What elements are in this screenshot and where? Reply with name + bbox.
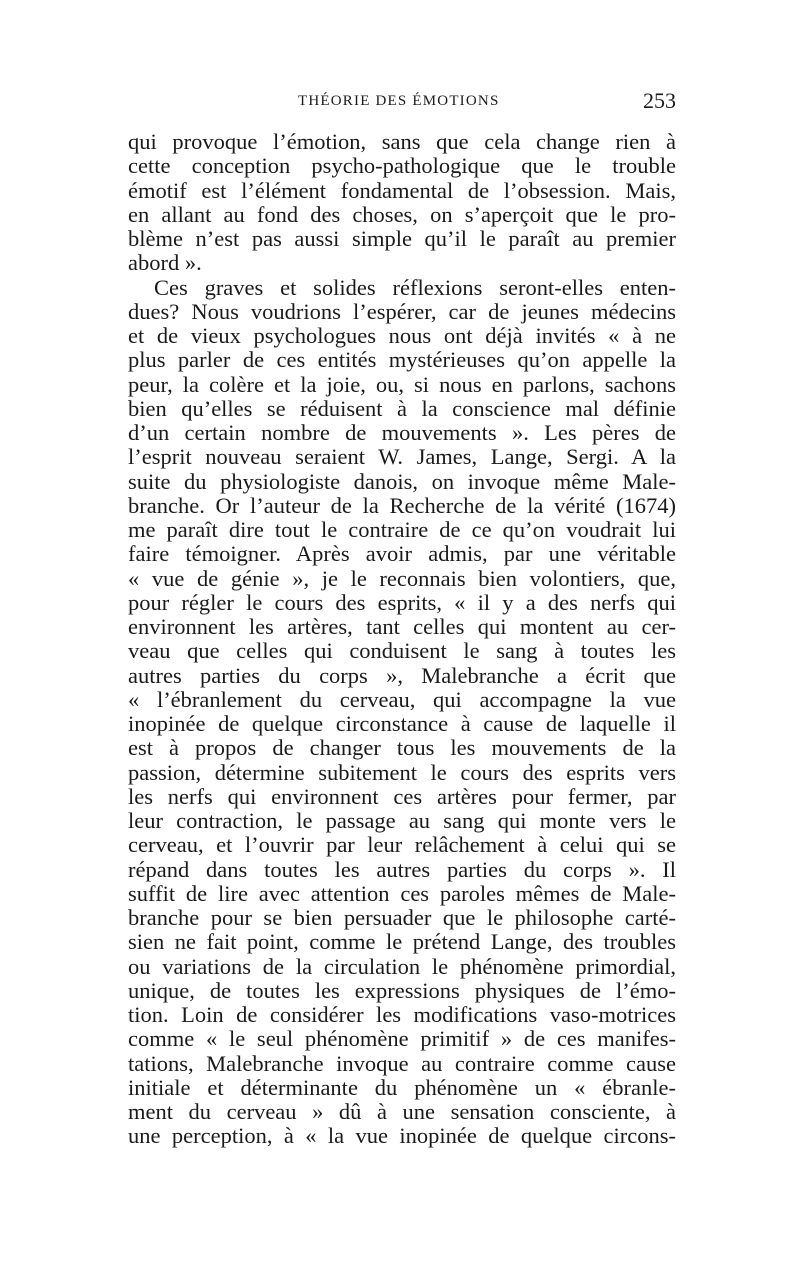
text-line: et de vieux psychologues nous ont déjà invités « à ne (128, 323, 676, 348)
text-line: tations, Malebranche invoque au contraire comme cause (128, 1050, 676, 1076)
text-line: leur contraction, le passage au sang qui monte vers le (128, 808, 676, 833)
text-line: environnent les artères, tant celles qui montent au cer- (128, 614, 676, 639)
text-line: émotif est l’élément fondamental de l’obsession. Mais, (128, 177, 676, 203)
text-line: passion, détermine subitement le cours des esprits vers (128, 759, 676, 785)
text-line: sien ne fait point, comme le prétend Lange, des troubles (128, 929, 676, 955)
text-line: blème n’est pas aussi simple qu’il le paraît au premier (128, 226, 676, 251)
text-line: les nerfs qui environnent ces artères pour fermer, par (128, 783, 676, 809)
text-line: répand dans toutes les autres parties du corps ». Il (128, 856, 676, 882)
text-line: peur, la colère et la joie, ou, si nous en parlons, sachons (128, 371, 676, 397)
text-line: inopinée de quelque circonstance à cause de laquelle il (128, 711, 676, 736)
text-line: tion. Loin de considérer les modifications vaso-motrices (128, 1002, 676, 1027)
text-line: suite du physiologiste danois, on invoque même Male- (128, 468, 676, 494)
text-line: me paraît dire tout le contraire de ce qu’on voudrait lui (128, 517, 676, 542)
text-line: ou variations de la circulation le phénomène primordial, (128, 953, 676, 979)
text-line: plus parler de ces entités mystérieuses qu’on appelle la (128, 347, 676, 373)
text-line: comme « le seul phénomène primitif » de ces manifes- (128, 1026, 676, 1052)
text-line: autres parties du corps », Malebranche a écrit que (128, 662, 676, 688)
text-line: « vue de génie », je le reconnais bien volontiers, que, (128, 565, 676, 591)
page-header (128, 88, 676, 118)
text-line: branche. Or l’auteur de la Recherche de la vérité (1674) (128, 492, 676, 518)
text-line: est à propos de changer tous les mouvements de la (128, 735, 676, 761)
text-line: suffit de lire avec attention ces paroles mêmes de Male- (128, 880, 676, 906)
text-line: initiale et déterminante du phénomène un « ébranle- (128, 1074, 676, 1100)
text-line: bien qu’elles se réduisent à la conscience mal définie (128, 395, 676, 421)
text-line: une perception, à « la vue inopinée de quelque circons- (128, 1123, 676, 1149)
text-line: d’un certain nombre de mouvements ». Les pères de (128, 420, 676, 445)
text-line: en allant au fond des choses, on s’aperçoit que le pro- (128, 201, 676, 227)
text-line: pour régler le cours des esprits, « il y a des nerfs qui (128, 589, 676, 615)
text-line: abord ». (128, 250, 202, 276)
text-line: Ces graves et solides réflexions seront-elles enten- (154, 274, 676, 300)
text-line: ment du cerveau » dû à une sensation consciente, à (128, 1099, 676, 1124)
text-line: « l’ébranlement du cerveau, qui accompagne la vue (128, 686, 676, 712)
text-line: veau que celles qui conduisent le sang à toutes les (128, 638, 676, 664)
page-number: 253 (643, 88, 676, 113)
text-line: branche pour se bien persuader que le philosophe carté- (128, 905, 676, 930)
text-line: cerveau, et l’ouvrir par leur relâchement à celui qui se (128, 832, 676, 858)
text-line: dues? Nous voudrions l’espérer, car de jeunes médecins (128, 298, 676, 324)
running-head: THÉORIE DES ÉMOTIONS (298, 93, 500, 109)
text-line: l’esprit nouveau seraient W. James, Lange, Sergi. A la (128, 444, 676, 470)
body-text (128, 130, 676, 1149)
text-line: qui provoque l’émotion, sans que cela change rien à (128, 129, 676, 154)
text-line: unique, de toutes les expressions physiques de l’émo- (128, 977, 676, 1003)
text-line: faire témoigner. Après avoir admis, par une véritable (128, 541, 676, 567)
text-line: cette conception psycho-pathologique que le trouble (128, 153, 676, 179)
